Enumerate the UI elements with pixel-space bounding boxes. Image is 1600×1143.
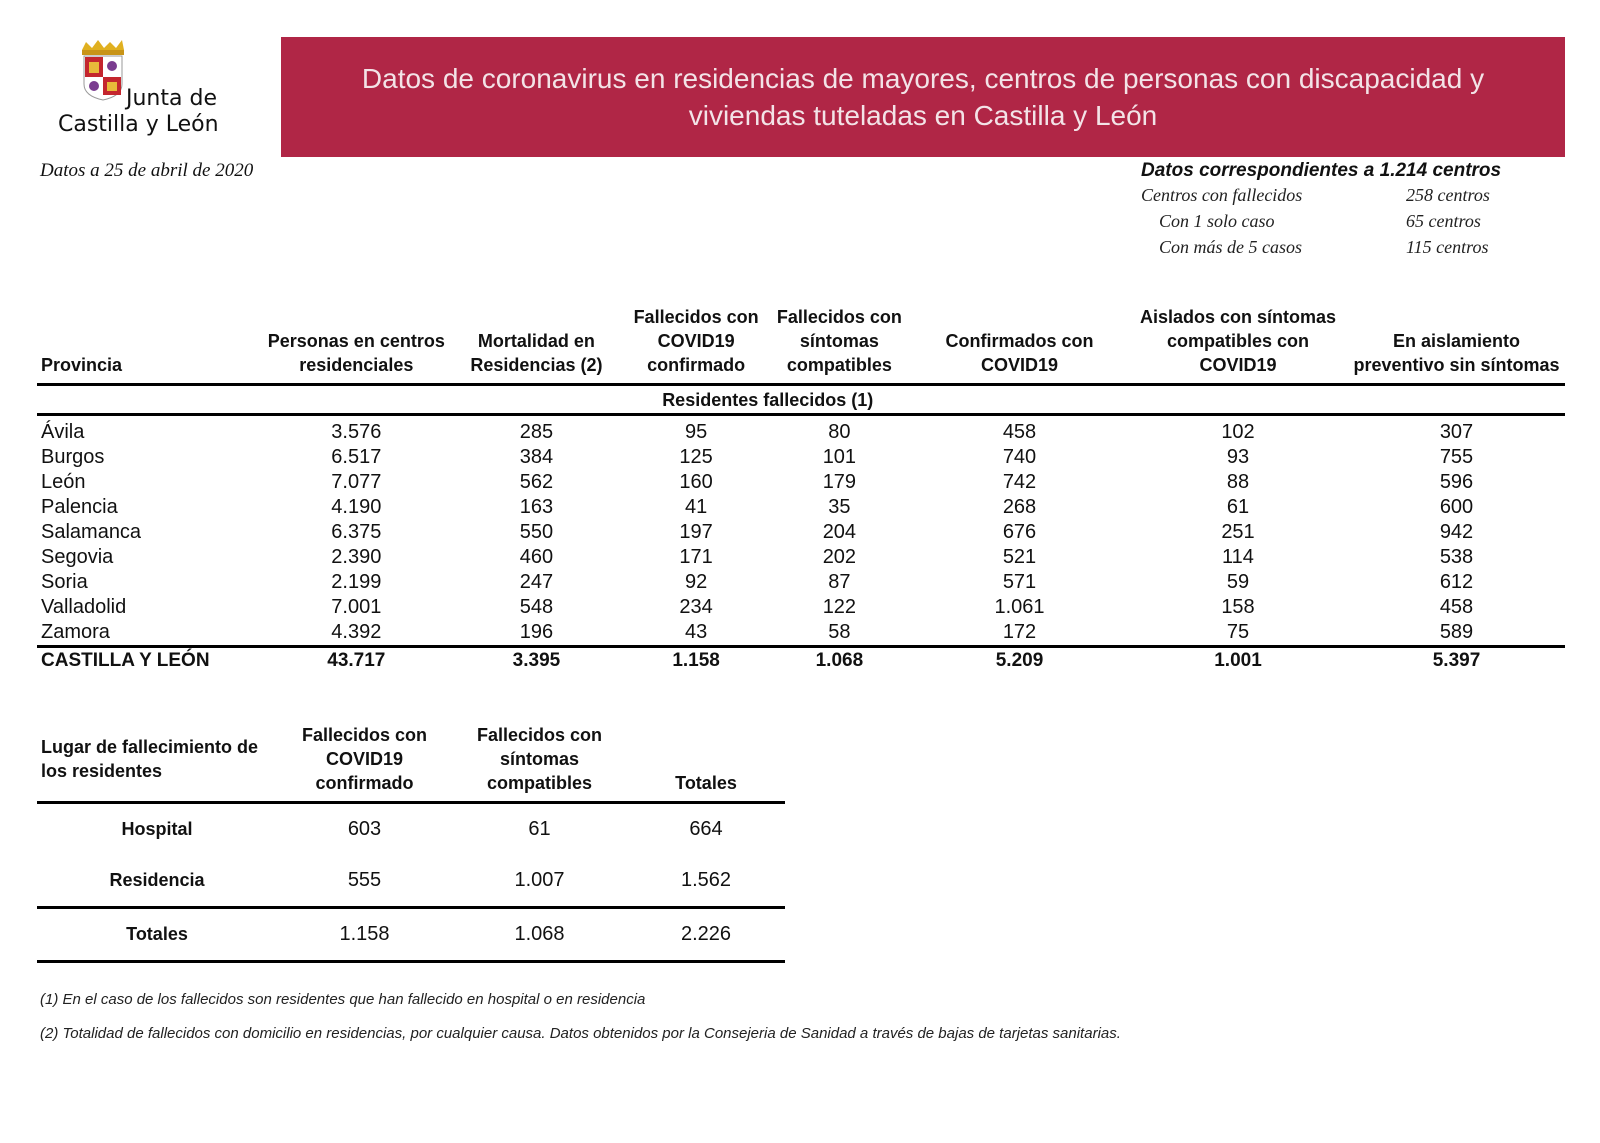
province-name: León bbox=[41, 471, 86, 493]
total-cell: 1.158 bbox=[624, 647, 767, 675]
total-cell: 1.068 bbox=[768, 647, 911, 675]
table-cell: 285 bbox=[519, 421, 554, 443]
table-cell: 202 bbox=[822, 546, 857, 568]
place-of-death-table bbox=[37, 723, 785, 963]
table-row bbox=[37, 415, 1565, 446]
table-cell: 2.199 bbox=[331, 571, 382, 593]
title-banner bbox=[281, 37, 1565, 157]
table-cell: 35 bbox=[828, 496, 851, 518]
province-table bbox=[37, 305, 1565, 674]
province-name: Burgos bbox=[41, 446, 105, 468]
table-cell: 125 bbox=[679, 446, 713, 468]
summary-title: Datos correspondientes a 1.214 centros bbox=[1141, 160, 1502, 181]
table-cell: 163 bbox=[519, 496, 554, 518]
total-cell: 43.717 bbox=[264, 647, 448, 675]
summary-label: Con 1 solo caso bbox=[1159, 211, 1275, 231]
table-cell: 596 bbox=[1439, 471, 1474, 493]
table-cell: 59 bbox=[1226, 571, 1250, 593]
table-row bbox=[37, 470, 1565, 495]
col-header-deceased-symptoms: Fallecidos con síntomas compatibles bbox=[452, 723, 627, 803]
col-header-deceased-confirmed: Fallecidos con COVID19 confirmado bbox=[624, 305, 767, 385]
place-label: Hospital bbox=[121, 819, 193, 839]
table-cell: 562 bbox=[519, 471, 554, 493]
table-cell: 93 bbox=[1226, 446, 1250, 468]
table-cell: 43 bbox=[684, 621, 708, 643]
province-name: Valladolid bbox=[41, 596, 127, 618]
total-label: CASTILLA Y LEÓN bbox=[37, 647, 264, 675]
table-cell: 160 bbox=[679, 471, 713, 493]
col-header-place: Lugar de fallecimiento de los residentes bbox=[37, 723, 277, 803]
col-header-province: Provincia bbox=[37, 305, 264, 385]
table-cell: 571 bbox=[1002, 571, 1037, 593]
footnote-1: (1) En el caso de los fallecidos son residentes que han fallecido en hospital o en residencia bbox=[40, 991, 646, 1008]
table-cell: 548 bbox=[519, 596, 554, 618]
table-cell: 676 bbox=[1002, 521, 1037, 543]
place-label: Residencia bbox=[109, 870, 205, 890]
table-cell: 4.190 bbox=[331, 496, 382, 518]
col-header-persons: Personas en centros residenciales bbox=[264, 305, 448, 385]
province-name: Salamanca bbox=[41, 521, 142, 543]
table-row bbox=[37, 495, 1565, 520]
table-cell: 172 bbox=[1002, 621, 1037, 643]
col-header-isolated-symptoms: Aislados con síntomas compatibles con COVID19 bbox=[1128, 305, 1348, 385]
table-cell: 6.517 bbox=[331, 446, 382, 468]
col-header-deceased-confirmed: Fallecidos con COVID19 confirmado bbox=[277, 723, 452, 803]
logo-line-1: Junta de bbox=[126, 86, 217, 111]
totals-label: Totales bbox=[37, 908, 277, 962]
table-cell: 114 bbox=[1222, 546, 1254, 568]
table-cell: 122 bbox=[822, 596, 857, 618]
table-cell: 61 bbox=[1226, 496, 1250, 518]
table-cell: 550 bbox=[519, 521, 554, 543]
table-cell: 458 bbox=[1002, 421, 1037, 443]
table-cell: 942 bbox=[1439, 521, 1474, 543]
totals-cell: 1.158 bbox=[277, 908, 452, 962]
subheader-residents-deceased: Residentes fallecidos (1) bbox=[624, 385, 911, 415]
table-cell: 1.007 bbox=[514, 869, 565, 891]
table-cell: 102 bbox=[1221, 421, 1255, 443]
logo-line-2: Castilla y León bbox=[58, 112, 219, 137]
table-cell: 1.562 bbox=[680, 869, 732, 891]
province-name: Palencia bbox=[41, 496, 118, 518]
table-cell: 61 bbox=[528, 818, 551, 840]
data-date: Datos a 25 de abril de 2020 bbox=[40, 160, 254, 181]
table-cell: 742 bbox=[1002, 471, 1037, 493]
centers-summary bbox=[1141, 160, 1541, 263]
summary-row bbox=[1141, 237, 1541, 263]
table-row bbox=[37, 545, 1565, 570]
col-header-confirmed: Confirmados con COVID19 bbox=[911, 305, 1128, 385]
table-cell: 158 bbox=[1221, 596, 1255, 618]
table-cell: 171 bbox=[679, 546, 713, 568]
col-header-deceased-symptoms: Fallecidos con síntomas compatibles bbox=[768, 305, 911, 385]
table-cell: 4.392 bbox=[331, 621, 382, 643]
total-cell: 5.397 bbox=[1348, 647, 1565, 675]
totals-row bbox=[37, 908, 785, 962]
summary-row bbox=[1141, 185, 1541, 211]
summary-value: 115 centros bbox=[1406, 237, 1489, 257]
table-cell: 600 bbox=[1439, 496, 1474, 518]
province-name: Zamora bbox=[41, 621, 110, 643]
table-cell: 204 bbox=[822, 521, 857, 543]
table-cell: 460 bbox=[519, 546, 554, 568]
summary-label: Con más de 5 casos bbox=[1159, 237, 1302, 257]
table-cell: 755 bbox=[1439, 446, 1474, 468]
footnote-2: (2) Totalidad de fallecidos con domicilio en residencias, por cualquier causa. Datos obtenidos por la Consejeria de Sanidad a través de bajas de tarjetas sanitarias. bbox=[40, 1025, 1121, 1042]
total-cell: 3.395 bbox=[448, 647, 624, 675]
table-row bbox=[37, 595, 1565, 620]
col-header-preventive-isolation: En aislamiento preventivo sin síntomas bbox=[1348, 305, 1565, 385]
table-row bbox=[37, 445, 1565, 470]
summary-value: 258 centros bbox=[1406, 185, 1490, 205]
table-cell: 555 bbox=[347, 869, 382, 891]
table-cell: 612 bbox=[1439, 571, 1474, 593]
table-cell: 6.375 bbox=[331, 521, 382, 543]
table-cell: 589 bbox=[1439, 621, 1474, 643]
province-name: Ávila bbox=[41, 421, 85, 443]
province-name: Soria bbox=[41, 571, 88, 593]
table-row bbox=[37, 570, 1565, 595]
table-cell: 7.001 bbox=[331, 596, 382, 618]
totals-cell: 1.068 bbox=[452, 908, 627, 962]
total-cell: 1.001 bbox=[1128, 647, 1348, 675]
logo-text bbox=[58, 86, 219, 138]
table-cell: 95 bbox=[684, 421, 708, 443]
table-cell: 196 bbox=[519, 621, 554, 643]
table-cell: 197 bbox=[679, 521, 713, 543]
table-cell: 521 bbox=[1002, 546, 1037, 568]
province-name: Segovia bbox=[41, 546, 114, 568]
table-row bbox=[37, 855, 785, 908]
table-cell: 101 bbox=[822, 446, 857, 468]
page-title: Datos de coronavirus en residencias de mayores, centros de personas con discapacidad y viviendas tuteladas en Castilla y León bbox=[361, 63, 1485, 131]
summary-row bbox=[1141, 211, 1541, 237]
table-cell: 7.077 bbox=[331, 471, 382, 493]
table-cell: 664 bbox=[689, 818, 723, 840]
total-row bbox=[37, 647, 1565, 675]
table-row bbox=[37, 620, 1565, 647]
table-cell: 75 bbox=[1226, 621, 1250, 643]
table-cell: 247 bbox=[519, 571, 554, 593]
table-cell: 179 bbox=[822, 471, 857, 493]
summary-label: Centros con fallecidos bbox=[1141, 185, 1303, 205]
table-cell: 538 bbox=[1439, 546, 1474, 568]
table-cell: 80 bbox=[828, 421, 851, 443]
table-cell: 1.061 bbox=[994, 596, 1045, 618]
table-cell: 87 bbox=[828, 571, 851, 593]
table-cell: 234 bbox=[679, 596, 713, 618]
table-row bbox=[37, 520, 1565, 545]
col-header-totals: Totales bbox=[627, 723, 785, 803]
table-cell: 41 bbox=[684, 496, 708, 518]
col-header-mortality: Mortalidad en Residencias (2) bbox=[448, 305, 624, 385]
table-cell: 458 bbox=[1439, 596, 1474, 618]
table-cell: 603 bbox=[347, 818, 382, 840]
table-cell: 2.390 bbox=[331, 546, 382, 568]
table-cell: 251 bbox=[1221, 521, 1255, 543]
table-cell: 3.576 bbox=[331, 421, 382, 443]
summary-value: 65 centros bbox=[1406, 211, 1481, 231]
table-cell: 384 bbox=[519, 446, 554, 468]
table-cell: 92 bbox=[684, 571, 708, 593]
table-cell: 88 bbox=[1226, 471, 1250, 493]
table-row bbox=[37, 803, 785, 856]
total-cell: 5.209 bbox=[911, 647, 1128, 675]
totals-cell: 2.226 bbox=[627, 908, 785, 962]
table-cell: 740 bbox=[1002, 446, 1037, 468]
table-cell: 58 bbox=[828, 621, 851, 643]
table-cell: 268 bbox=[1002, 496, 1037, 518]
table-cell: 307 bbox=[1439, 421, 1474, 443]
